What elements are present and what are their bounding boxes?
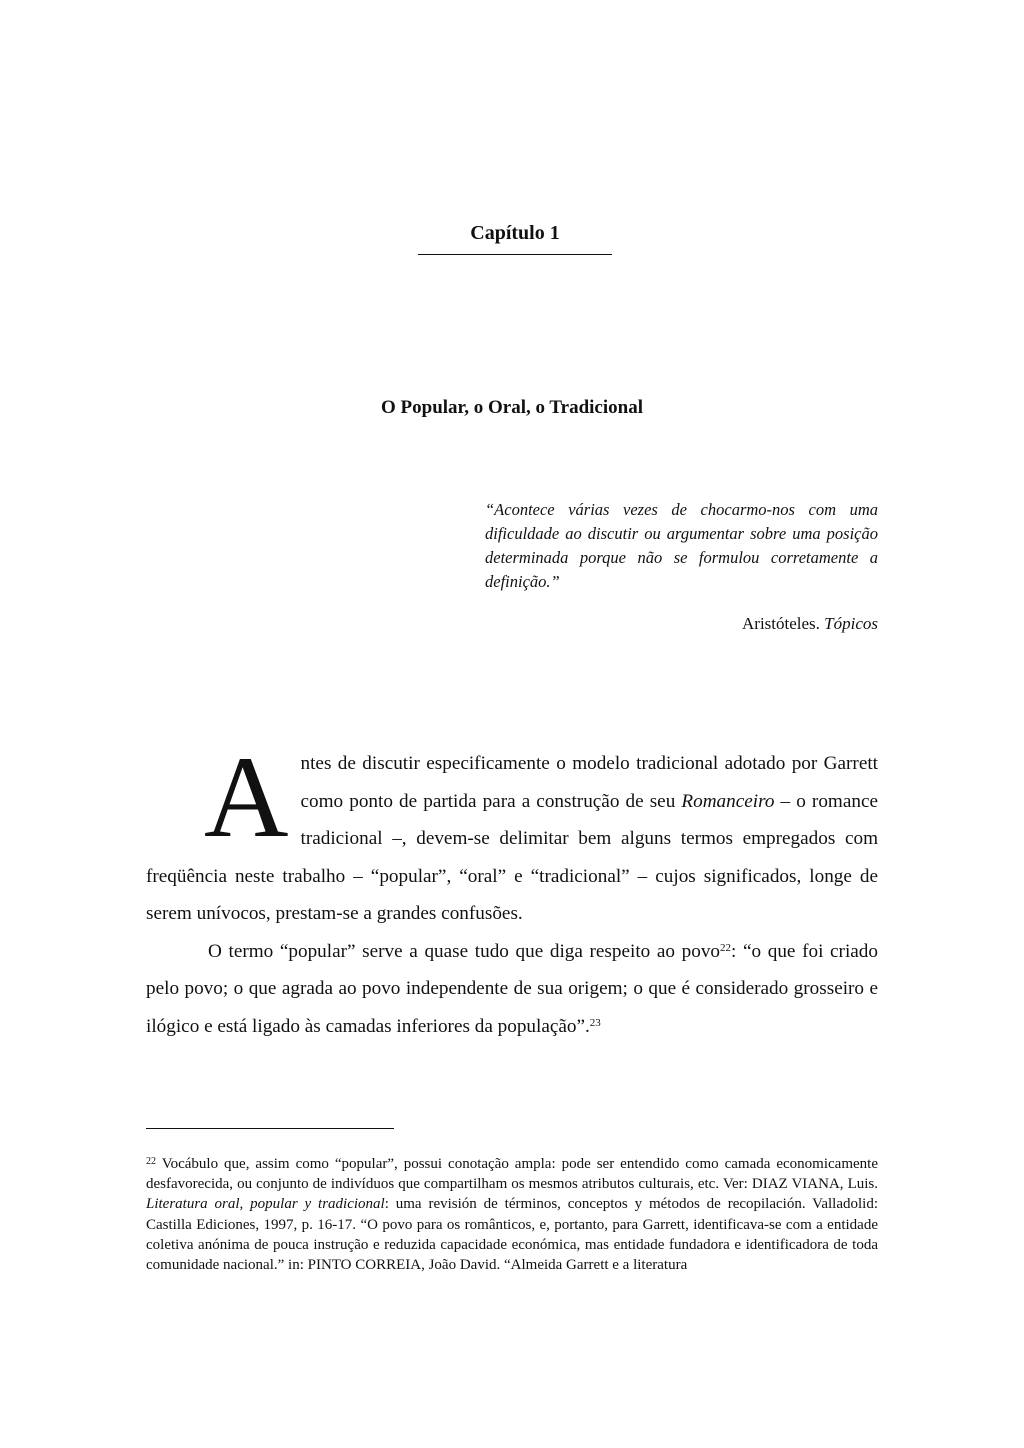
epigraph-attribution bbox=[742, 614, 878, 634]
footnote-separator bbox=[146, 1128, 394, 1129]
paragraph-1-text-b: – o romance tradicional –, devem-se delimitar bem alguns termos empregados com freqüência neste trabalho – “popular”, “oral” e “tradicional” – cujos significados, longe de serem unívocos, prestam-se a grandes confusões. bbox=[146, 790, 878, 924]
footnote-ref-22[interactable]: 22 bbox=[720, 941, 732, 954]
paragraph-2-text-b: : “o que foi criado pelo povo; o que agrada ao povo independente de sua origem; o que é considerado grosseiro e ilógico e está ligado às camadas inferiores da população”. bbox=[146, 940, 878, 1037]
epigraph-quote: “Acontece várias vezes de chocarmo-nos com uma dificuldade ao discutir ou argumentar sobre uma posição determinada porque não se formulou corretamente a definição.” bbox=[485, 500, 878, 591]
epigraph-work: Tópicos bbox=[824, 614, 878, 633]
epigraph-author: Aristóteles. bbox=[742, 614, 825, 633]
drop-cap: A bbox=[204, 733, 289, 862]
paragraph-1-text-a: ntes de discutir especificamente o modelo tradicional adotado por Garrett como ponto de partida para a construção de seu bbox=[300, 753, 878, 812]
footnote-22 bbox=[146, 1154, 878, 1275]
footnote-text-b: : uma revisión de términos, conceptos y métodos de recopilación. Valladolid: Castilla Ediciones, 1997, p. 16-17. “O povo para os românticos, e, portanto, para Garrett, identificava-se com a entidade coletiva anónima de pouca instrução e reduzida capacidade económica, mas entidade fundadora e identificadora de toda comunidade nacional.” in: PINTO CORREIA, João David. “Almeida Garrett e a literatura bbox=[146, 1196, 878, 1274]
paragraph-2 bbox=[146, 933, 878, 1046]
footnote-ref-23[interactable]: 23 bbox=[589, 1016, 601, 1029]
chapter-heading: Capítulo 1 bbox=[418, 222, 612, 255]
paragraph-1 bbox=[146, 733, 878, 933]
romanceiro-title: Romanceiro bbox=[681, 790, 775, 812]
body-text bbox=[146, 733, 878, 1045]
footnote-number: 22 bbox=[146, 1156, 156, 1167]
footnote-text-a: Vocábulo que, assim como “popular”, possui conotação ampla: pode ser entendido como camada economicamente desfavorecida, ou conjunto de indivíduos que compartilham os mesmos atributos culturais, etc. Ver: DIAZ VIANA, Luis. bbox=[146, 1156, 878, 1193]
section-title: O Popular, o Oral, o Tradicional bbox=[381, 397, 643, 418]
paragraph-2-text-a: O termo “popular” serve a quase tudo que diga respeito ao povo bbox=[208, 940, 721, 962]
footnote-book-title: Literatura oral, popular y tradicional bbox=[146, 1196, 385, 1213]
